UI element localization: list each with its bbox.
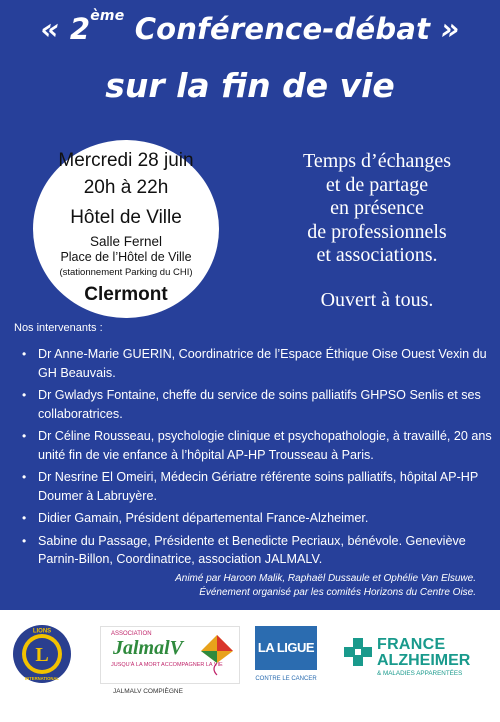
lions-top-text: LIONS: [32, 628, 52, 635]
france-alzheimer-logo: [344, 628, 494, 688]
speaker-item: [22, 386, 500, 423]
description-line: en présence: [330, 197, 424, 219]
jalmalv-tagline: JUSQU'À LA MORT ACCOMPAGNER LA VIE: [111, 662, 223, 668]
title-superscript: ème: [90, 8, 125, 24]
event-date: Mercredi 28 juin: [58, 150, 194, 171]
event-description: [262, 150, 492, 268]
kite-icon: [199, 633, 235, 677]
event-info-circle: [33, 140, 219, 318]
speaker-text: Sabine du Passage, Présidente et Benedicte Pecriaux, bénévole. Geneviève Parnin-Billon, Coordinatrice, association JALMALV.: [38, 533, 466, 566]
description-line: et associations.: [316, 244, 438, 266]
jalmalv-logo: [100, 626, 240, 684]
ligue-subtitle: CONTRE LE CANCER: [255, 670, 317, 688]
alzheimer-cross-icon: [344, 638, 372, 666]
alzheimer-line-3: & MALADIES APPARENTÉES: [377, 670, 463, 677]
description-line: et de partage: [325, 173, 429, 196]
bullet-icon: •: [22, 347, 27, 361]
alzheimer-line-1: FRANCE: [377, 636, 446, 653]
bullet-icon: •: [22, 429, 27, 443]
event-time: 20h à 22h: [83, 177, 169, 198]
partner-logos: [0, 610, 500, 722]
event-city: Clermont: [84, 284, 168, 305]
credits-organizers: Événement organisé par les comités Horizons du Centre Oise.: [199, 587, 476, 598]
title-rest: Conférence-débat »: [124, 12, 460, 46]
speaker-text: Didier Gamain, Président départemental France-Alzheimer.: [38, 511, 369, 525]
ligue-contre-le-cancer-logo: [255, 626, 317, 688]
event-place: Hôtel de Ville: [70, 207, 182, 228]
open-to-all: Ouvert à tous.: [320, 289, 434, 311]
speaker-item: [22, 509, 500, 528]
event-room: Salle Fernel: [89, 234, 163, 249]
alzheimer-line-2: ALZHEIMER: [377, 652, 471, 669]
event-parking: (stationnement Parking du CHI): [59, 267, 193, 278]
jalmalv-small-label: ASSOCIATION: [111, 631, 152, 637]
ligue-name: LA LIGUE: [257, 640, 315, 655]
description-line: Temps d’échanges: [303, 150, 451, 172]
speaker-text: Dr Gwladys Fontaine, cheffe du service de soins palliatifs GHPSO Senlis et ses collaboratrices.: [38, 388, 481, 421]
speaker-item: [22, 468, 500, 505]
jalmalv-caption: JALMALV COMPIÈGNE: [113, 688, 183, 695]
title-line-1: [0, 8, 500, 46]
speaker-text: Dr Nesrine El Omeiri, Médecin Gériatre référente soins palliatifs, hôpital AP-HP Doumer à Labruyère.: [38, 470, 479, 503]
lions-letter: L: [35, 644, 49, 666]
bullet-icon: •: [22, 511, 27, 525]
speaker-text: Dr Céline Rousseau, psychologie clinique et psychopathologie, à travaillé, 20 ans unité fin de vie enfance à l’hôpital AP-HP Trousseau à Paris.: [38, 429, 492, 462]
jalmalv-name: JalmalV: [113, 637, 184, 659]
bullet-icon: •: [22, 388, 27, 402]
description-line: de professionnels: [307, 220, 447, 243]
speakers-heading: Nos intervenants :: [14, 322, 103, 334]
title-line-2: sur la fin de vie: [105, 66, 395, 105]
credits-hosts: Animé par Haroon Malik, Raphaël Dussaule et Ophélie Van Elsuwe.: [175, 573, 476, 584]
bullet-icon: •: [22, 470, 27, 484]
speaker-item: [22, 345, 500, 382]
lions-bottom-text: INTERNATIONAL: [25, 676, 59, 681]
event-address: Place de l’Hôtel de Ville: [60, 250, 192, 264]
lions-logo: [12, 624, 72, 684]
bullet-icon: •: [22, 533, 27, 548]
title-open-quote: « 2: [40, 12, 91, 46]
credits: [175, 572, 476, 600]
speaker-list: [22, 345, 500, 573]
speaker-item: [22, 532, 500, 569]
speaker-text: Dr Anne-Marie GUERIN, Coordinatrice de l’Espace Éthique Oise Ouest Vexin du GH Beauvais.: [38, 347, 487, 380]
speaker-item: [22, 427, 500, 464]
